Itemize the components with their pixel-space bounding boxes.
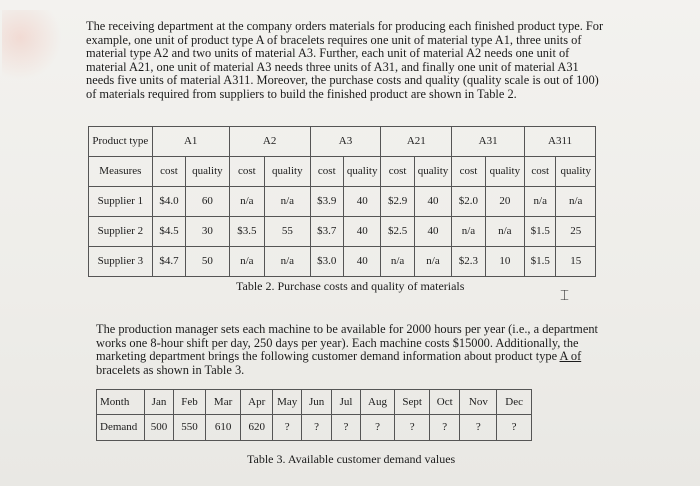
para1-line: The receiving department at the company orders materials for producing each finished product type. For bbox=[86, 19, 604, 33]
table-cell: $3.9 bbox=[310, 187, 343, 217]
measure-header: cost bbox=[152, 157, 185, 187]
table-cell: n/a bbox=[485, 217, 524, 247]
table-cell: $3.7 bbox=[310, 217, 343, 247]
supplier-name: Supplier 3 bbox=[89, 247, 153, 277]
table-cell: ? bbox=[301, 415, 331, 441]
table-cell: $2.5 bbox=[381, 217, 414, 247]
table-cell: n/a bbox=[556, 187, 596, 217]
month-header: Dec bbox=[497, 390, 532, 415]
month-header: Jun bbox=[301, 390, 331, 415]
supplier-name: Supplier 1 bbox=[89, 187, 153, 217]
table-row bbox=[97, 415, 532, 441]
measure-header: quality bbox=[265, 157, 311, 187]
table-cell: ? bbox=[395, 415, 430, 441]
table-cell: 40 bbox=[343, 247, 380, 277]
measure-header: quality bbox=[186, 157, 230, 187]
month-header: May bbox=[273, 390, 301, 415]
material-header: A2 bbox=[229, 127, 310, 157]
intro-paragraph bbox=[86, 20, 626, 102]
measure-header: quality bbox=[556, 157, 596, 187]
para1-line: of materials required from suppliers to build the finished product are shown in Table 2. bbox=[86, 86, 517, 101]
material-header: A1 bbox=[152, 127, 229, 157]
table-cell: ? bbox=[430, 415, 460, 441]
material-header: A31 bbox=[452, 127, 525, 157]
month-header: Oct bbox=[430, 390, 460, 415]
table-cell: 40 bbox=[414, 217, 451, 247]
table-row bbox=[89, 217, 596, 247]
table-cell: 40 bbox=[343, 217, 380, 247]
table-row bbox=[89, 247, 596, 277]
measure-header: cost bbox=[229, 157, 264, 187]
table-cell: 10 bbox=[485, 247, 524, 277]
table-cell: n/a bbox=[525, 187, 556, 217]
table-cell: $2.3 bbox=[452, 247, 485, 277]
para1-line: material type A2 and two units of material A3. Further, each unit of material A2 needs one unit of bbox=[86, 46, 570, 61]
text-cursor-icon: ⌶ bbox=[560, 286, 570, 304]
material-header: A311 bbox=[525, 127, 596, 157]
table-cell: n/a bbox=[414, 247, 451, 277]
table-cell: ? bbox=[460, 415, 497, 441]
para2-line: works one 8-hour shift per day, 250 days per year). Each machine costs $15000. Additionally, the bbox=[96, 335, 579, 350]
measure-header: quality bbox=[485, 157, 524, 187]
para2-line: bracelets as shown in Table 3. bbox=[96, 362, 245, 377]
purchase-costs-table bbox=[88, 126, 596, 277]
para2-line bbox=[96, 350, 596, 364]
table-cell: 15 bbox=[556, 247, 596, 277]
table-cell: $3.0 bbox=[310, 247, 343, 277]
table-cell: 25 bbox=[556, 217, 596, 247]
month-label: Month bbox=[97, 390, 145, 415]
product-link[interactable]: A of bbox=[559, 349, 582, 364]
para2-text: marketing department brings the following customer demand information about product type bbox=[96, 349, 558, 364]
table-cell: $2.9 bbox=[381, 187, 414, 217]
table-cell: ? bbox=[360, 415, 395, 441]
month-header: Jul bbox=[332, 390, 360, 415]
table-cell: n/a bbox=[265, 187, 311, 217]
table-row bbox=[89, 187, 596, 217]
table-cell: n/a bbox=[265, 247, 311, 277]
table-cell: 550 bbox=[173, 415, 206, 441]
watermark bbox=[2, 10, 62, 80]
month-header: Apr bbox=[240, 390, 273, 415]
table-cell: n/a bbox=[381, 247, 414, 277]
table-cell: 40 bbox=[414, 187, 451, 217]
month-header: Feb bbox=[173, 390, 206, 415]
corner-measures: Measures bbox=[89, 157, 153, 187]
table3-caption: Table 3. Available customer demand values bbox=[247, 452, 456, 466]
measure-header: cost bbox=[310, 157, 343, 187]
corner-product-type: Product type bbox=[89, 127, 153, 157]
production-paragraph bbox=[96, 323, 596, 377]
table-cell: 40 bbox=[343, 187, 380, 217]
para1-line: material A21, one unit of material A3 needs three units of A31, and finally one unit of material A31 bbox=[86, 59, 579, 74]
month-header: Nov bbox=[460, 390, 497, 415]
para2-line: The production manager sets each machine to be available for 2000 hours per year (i.e., a department bbox=[96, 322, 598, 336]
table-cell: $2.0 bbox=[452, 187, 485, 217]
table-cell: ? bbox=[273, 415, 301, 441]
table-cell: 500 bbox=[145, 415, 173, 441]
measure-header: cost bbox=[381, 157, 414, 187]
table-cell: 55 bbox=[265, 217, 311, 247]
measure-header: quality bbox=[343, 157, 380, 187]
measure-header: cost bbox=[452, 157, 485, 187]
table2-caption: Table 2. Purchase costs and quality of materials bbox=[236, 279, 465, 293]
demand-label: Demand bbox=[97, 415, 145, 441]
month-header: Sept bbox=[395, 390, 430, 415]
month-header: Aug bbox=[360, 390, 395, 415]
table-cell: n/a bbox=[229, 247, 264, 277]
table-cell: 610 bbox=[206, 415, 241, 441]
table-cell: 20 bbox=[485, 187, 524, 217]
measure-header: quality bbox=[414, 157, 451, 187]
table-cell: ? bbox=[332, 415, 360, 441]
month-header: Mar bbox=[206, 390, 241, 415]
table-cell: $1.5 bbox=[525, 247, 556, 277]
table-cell: $4.7 bbox=[152, 247, 185, 277]
table-cell: $4.0 bbox=[152, 187, 185, 217]
table-cell: 60 bbox=[186, 187, 230, 217]
table-cell: 50 bbox=[186, 247, 230, 277]
material-header: A21 bbox=[381, 127, 452, 157]
customer-demand-table bbox=[96, 389, 532, 441]
table-cell: n/a bbox=[452, 217, 485, 247]
table-cell: $1.5 bbox=[525, 217, 556, 247]
table-cell: $3.5 bbox=[229, 217, 264, 247]
para1-line: example, one unit of product type A of bracelets requires one unit of material type A1, three units of bbox=[86, 32, 582, 47]
para1-line: needs five units of material A311. Moreover, the purchase costs and quality (quality scale is out of 100) bbox=[86, 73, 599, 88]
table-cell: ? bbox=[497, 415, 532, 441]
supplier-name: Supplier 2 bbox=[89, 217, 153, 247]
table-cell: $4.5 bbox=[152, 217, 185, 247]
table-cell: n/a bbox=[229, 187, 264, 217]
material-header: A3 bbox=[310, 127, 381, 157]
measure-header: cost bbox=[525, 157, 556, 187]
table-cell: 620 bbox=[240, 415, 273, 441]
table-cell: 30 bbox=[186, 217, 230, 247]
month-header: Jan bbox=[145, 390, 173, 415]
